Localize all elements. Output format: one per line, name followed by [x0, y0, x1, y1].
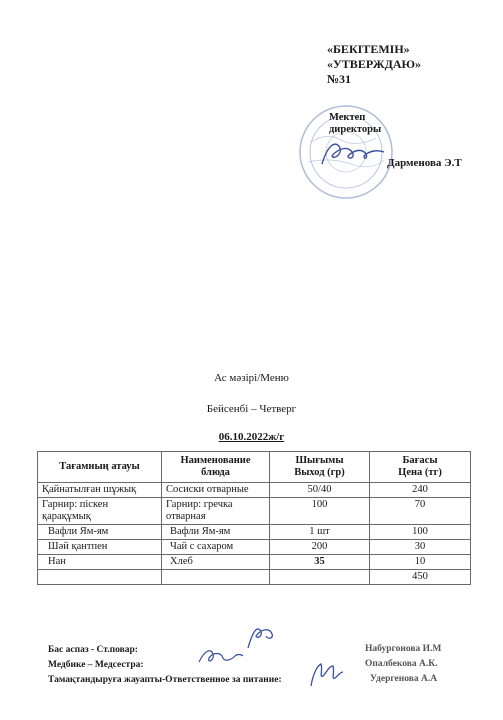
responsible-name: Удергенова А.А: [370, 674, 438, 684]
approval-kz: «БЕКІТЕМІН»: [327, 42, 410, 56]
cell-total: 450: [370, 570, 471, 585]
menu-title: Ас мәзірі/Меню: [214, 372, 289, 384]
cook-name: Набургонова И.М: [365, 644, 442, 654]
nurse-name: Опалбекова А.К.: [365, 659, 438, 669]
cell-output: 100: [270, 498, 370, 525]
cell-ru-name: Чай с сахаром: [162, 540, 270, 555]
cell-output: 1 шт: [270, 525, 370, 540]
cell-kz-name: Шәй қантпен: [38, 540, 162, 555]
director-signature: [318, 138, 388, 170]
cell-price: 70: [370, 498, 471, 525]
cell-price: 240: [370, 483, 471, 498]
cell-empty: [162, 570, 270, 585]
cell-ru-name: Вафли Ям-ям: [162, 525, 270, 540]
cell-ru-name: Гарнир: гречка отварная: [162, 498, 270, 525]
menu-table: [37, 451, 471, 585]
cell-empty: [270, 570, 370, 585]
cook-label: Бас аспаз - Ст.повар:: [48, 645, 138, 655]
table-total-row: [38, 570, 471, 585]
cell-kz-name: Гарнир: піскен қарақұмық: [38, 498, 162, 525]
cell-kz-name: Нан: [38, 555, 162, 570]
director-label: [329, 112, 381, 136]
cell-output: 50/40: [270, 483, 370, 498]
menu-date: 06.10.2022ж/г: [218, 431, 285, 443]
table-header-row: [38, 452, 471, 483]
header-output: Шығымы Выход (гр): [270, 452, 370, 483]
header-ru-name: Наименование блюда: [162, 452, 270, 483]
header-kz-name: Тағамның атауы: [38, 452, 162, 483]
cell-ru-name: Сосиски отварные: [162, 483, 270, 498]
table-row: [38, 483, 471, 498]
table-row: [38, 540, 471, 555]
cell-kz-name: Вафли Ям-ям: [38, 525, 162, 540]
cook-signature: [240, 624, 280, 652]
responsible-label: Тамақтандыруға жауапты-Ответственное за питание:: [48, 675, 282, 685]
cell-empty: [38, 570, 162, 585]
menu-date-wrapper: [0, 431, 503, 443]
table-row: [38, 498, 471, 525]
cell-output: 200: [270, 540, 370, 555]
menu-day: Бейсенбі – Четверг: [206, 403, 297, 415]
table-row: [38, 555, 471, 570]
cell-kz-name: Қайнатылған шұжық: [38, 483, 162, 498]
cell-price: 10: [370, 555, 471, 570]
cell-price: 100: [370, 525, 471, 540]
nurse-signature: [195, 646, 245, 668]
director-label-line2: директоры: [329, 124, 382, 135]
approval-block: [327, 42, 421, 87]
cell-output: 35: [270, 555, 370, 570]
cell-ru-name: Хлеб: [162, 555, 270, 570]
cell-price: 30: [370, 540, 471, 555]
approval-ru: «УТВЕРЖДАЮ»: [327, 57, 422, 71]
table-row: [38, 525, 471, 540]
responsible-signature: [305, 660, 345, 690]
director-name: Дарменова Э.Т: [387, 157, 462, 169]
approval-number: №31: [327, 72, 352, 86]
nurse-label: Медбике – Медсестра:: [48, 660, 144, 670]
director-label-line1: Мектеп: [329, 112, 366, 123]
header-price: Бағасы Цена (тг): [370, 452, 471, 483]
